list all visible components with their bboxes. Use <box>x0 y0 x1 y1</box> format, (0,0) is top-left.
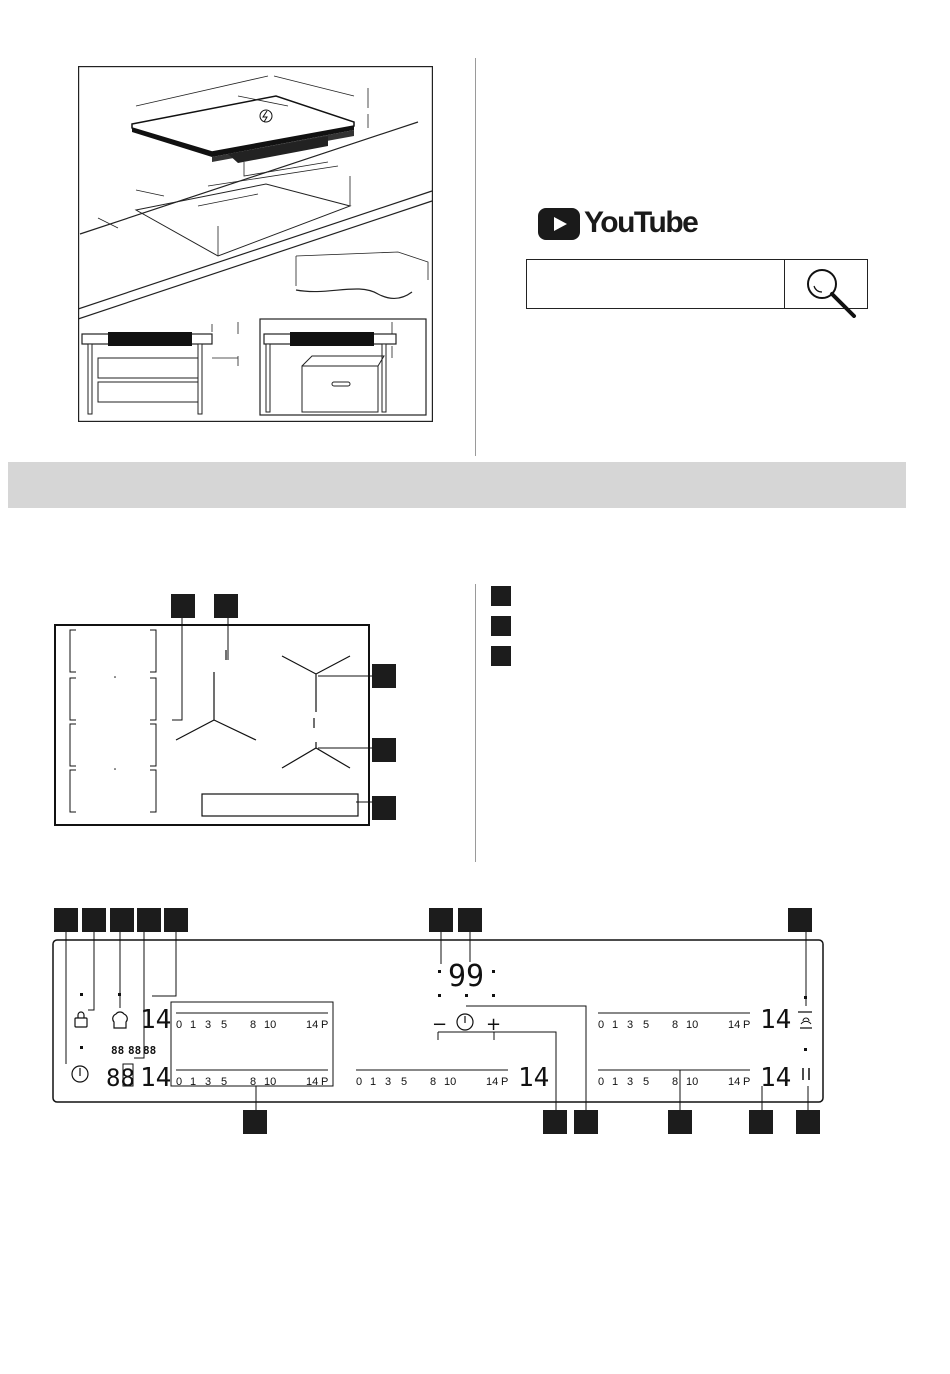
chef-hat-icon <box>113 1012 128 1028</box>
scale-label-0-7[interactable]: P <box>321 1019 329 1031</box>
panel-callout-8 <box>788 908 812 932</box>
level-display-right-top: 14 <box>760 1005 792 1035</box>
scale-label-1-1[interactable]: 1 <box>190 1076 197 1088</box>
scale-label-1-5[interactable]: 10 <box>264 1076 277 1088</box>
column-divider-2 <box>475 584 476 862</box>
panel-callout-13 <box>749 1110 773 1134</box>
legend-square-3 <box>491 646 511 666</box>
scale-label-3-0[interactable]: 0 <box>598 1019 605 1031</box>
panel-callout-11 <box>574 1110 598 1134</box>
scale-label-3-3[interactable]: 5 <box>643 1019 650 1031</box>
scale-label-2-6[interactable]: 14 <box>486 1076 499 1088</box>
scale-label-0-5[interactable]: 10 <box>264 1019 277 1031</box>
section-band <box>8 462 906 508</box>
scale-label-1-2[interactable]: 3 <box>205 1076 212 1088</box>
hob-callout-2 <box>214 594 238 618</box>
scale-label-1-6[interactable]: 14 <box>306 1076 319 1088</box>
scale-label-0-4[interactable]: 8 <box>250 1019 257 1031</box>
panel-callout-4 <box>137 908 161 932</box>
scale-label-3-1[interactable]: 1 <box>612 1019 619 1031</box>
scale-label-1-7[interactable]: P <box>321 1076 329 1088</box>
youtube-play-icon <box>538 208 580 240</box>
search-divider <box>784 259 785 309</box>
svg-text:88: 88 <box>128 1044 142 1057</box>
scale-label-0-1[interactable]: 1 <box>190 1019 197 1031</box>
scale-label-4-5[interactable]: 10 <box>686 1076 699 1088</box>
scale-label-3-7[interactable]: P <box>743 1019 751 1031</box>
youtube-logo <box>538 206 698 242</box>
level-display-left-bottom: 14 <box>140 1063 172 1093</box>
panel-callout-9 <box>243 1110 267 1134</box>
column-divider <box>475 58 476 456</box>
scale-label-2-3[interactable]: 5 <box>401 1076 408 1088</box>
scale-label-2-7[interactable]: P <box>501 1076 509 1088</box>
scale-label-4-3[interactable]: 5 <box>643 1076 650 1088</box>
bridge-display: 88 <box>111 1044 125 1057</box>
panel-callout-1 <box>54 908 78 932</box>
legend-square-1 <box>491 586 511 606</box>
clock-icon <box>457 1014 473 1030</box>
hood-link-icon <box>798 1012 812 1028</box>
panel-callout-6 <box>429 908 453 932</box>
scale-label-3-6[interactable]: 14 <box>728 1019 741 1031</box>
power-icon <box>72 1066 88 1082</box>
scale-label-4-1[interactable]: 1 <box>612 1076 619 1088</box>
scale-label-2-0[interactable]: 0 <box>356 1076 363 1088</box>
scale-label-0-3[interactable]: 5 <box>221 1019 228 1031</box>
panel-callout-5 <box>164 908 188 932</box>
hob-leaders <box>0 594 400 844</box>
panel-callout-14 <box>796 1110 820 1134</box>
youtube-wordmark: YouTube <box>584 206 698 239</box>
magnifier-icon[interactable] <box>800 262 860 318</box>
hob-callout-4 <box>372 738 396 762</box>
lock-icon <box>75 1012 87 1027</box>
installation-drawing <box>78 66 433 422</box>
scale-label-3-4[interactable]: 8 <box>672 1019 679 1031</box>
pause-icon <box>803 1068 809 1080</box>
hob-callout-3 <box>372 664 396 688</box>
scale-label-2-2[interactable]: 3 <box>385 1076 392 1088</box>
svg-text:88: 88 <box>143 1044 157 1057</box>
level-display-right-bottom: 14 <box>760 1063 792 1093</box>
panel-callout-12 <box>668 1110 692 1134</box>
panel-callout-3 <box>110 908 134 932</box>
scale-label-1-0[interactable]: 0 <box>176 1076 183 1088</box>
timer-plus: + <box>486 1014 502 1035</box>
mode-display: 88 <box>106 1064 135 1092</box>
scale-label-4-0[interactable]: 0 <box>598 1076 605 1088</box>
scale-label-4-7[interactable]: P <box>743 1076 751 1088</box>
scale-label-1-3[interactable]: 5 <box>221 1076 228 1088</box>
scale-label-4-2[interactable]: 3 <box>627 1076 634 1088</box>
scale-label-2-5[interactable]: 10 <box>444 1076 457 1088</box>
scale-label-0-6[interactable]: 14 <box>306 1019 319 1031</box>
installation-figure <box>78 66 433 422</box>
scale-label-4-6[interactable]: 14 <box>728 1076 741 1088</box>
scale-label-0-2[interactable]: 3 <box>205 1019 212 1031</box>
timer-display: 99 <box>448 959 485 994</box>
scale-label-4-4[interactable]: 8 <box>672 1076 679 1088</box>
panel-callout-10 <box>543 1110 567 1134</box>
scale-label-3-5[interactable]: 10 <box>686 1019 699 1031</box>
scale-label-1-4[interactable]: 8 <box>250 1076 257 1088</box>
timer-minus: − <box>432 1014 448 1035</box>
legend-square-2 <box>491 616 511 636</box>
level-display-left-top: 14 <box>140 1005 172 1035</box>
panel-callout-7 <box>458 908 482 932</box>
hob-callout-5 <box>372 796 396 820</box>
scale-label-0-0[interactable]: 0 <box>176 1019 183 1031</box>
scale-label-2-4[interactable]: 8 <box>430 1076 437 1088</box>
scale-label-2-1[interactable]: 1 <box>370 1076 377 1088</box>
level-display-middle: 14 <box>518 1063 550 1093</box>
hob-callout-1 <box>171 594 195 618</box>
control-panel <box>0 900 950 1140</box>
scale-label-3-2[interactable]: 3 <box>627 1019 634 1031</box>
panel-callout-2 <box>82 908 106 932</box>
